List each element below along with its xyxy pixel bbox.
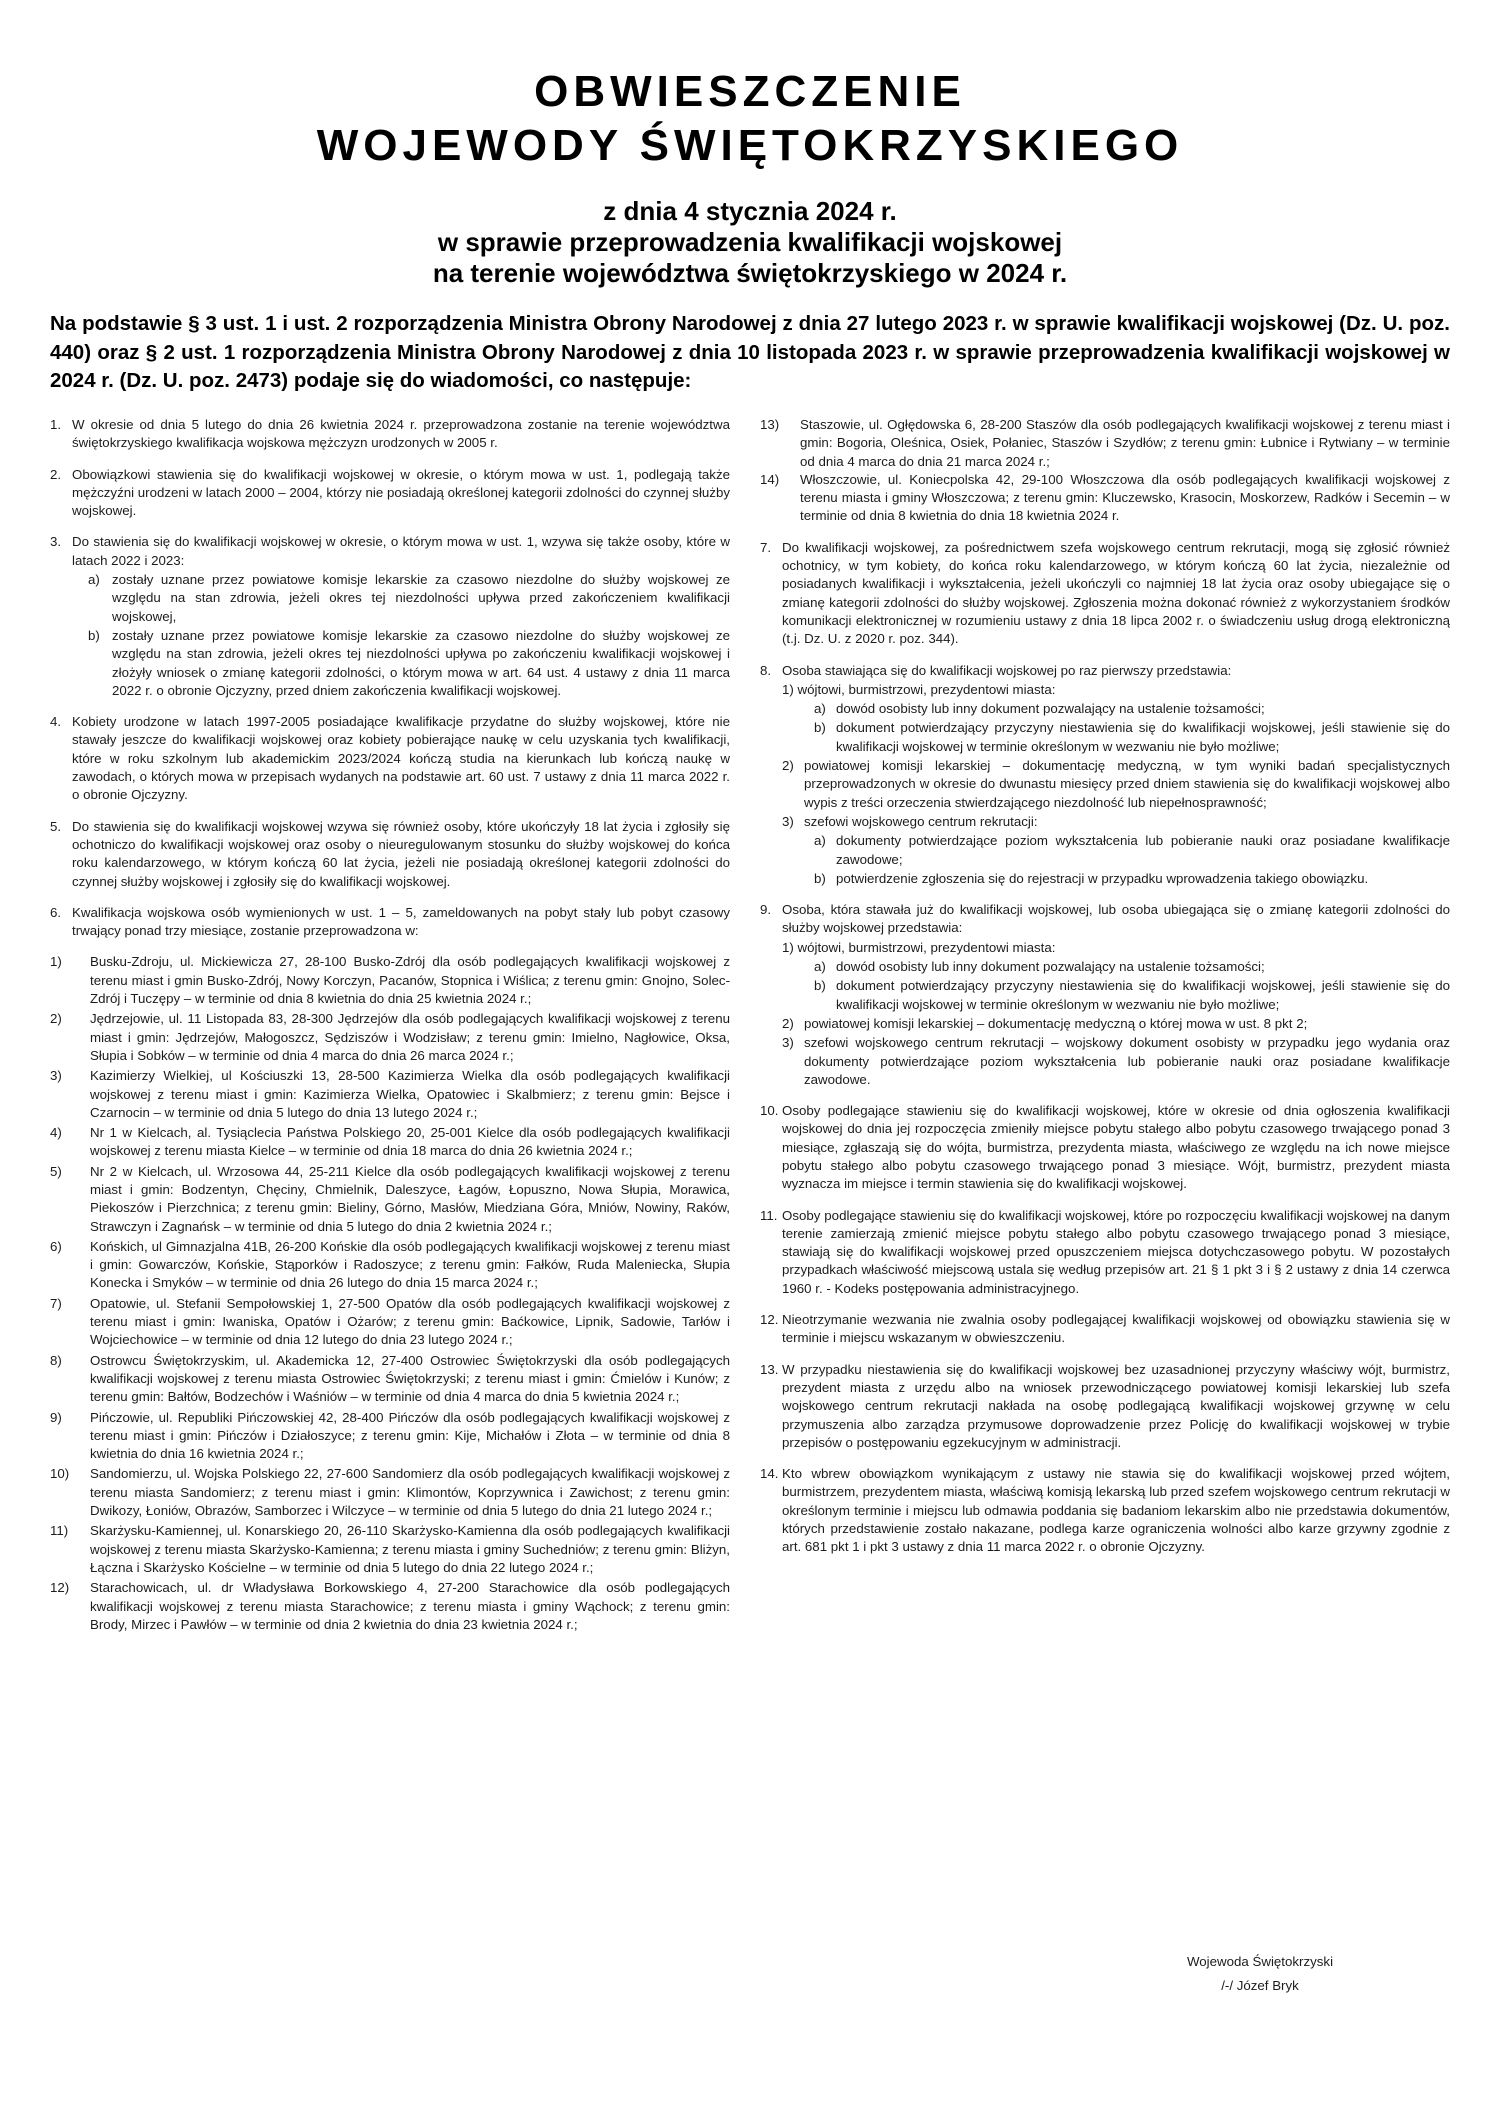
sub-item-text: zostały uznane przez powiatowe komisje lekarskie za czasowo niezdolne do służby wojskowej ze względu na stan zdrowia, jeżeli okres tej niezdolności upływa po zakończeniu kwalifikacji wojskowej i złożyły wniosek o zmianę kategorii zdolności, o którym mowa w art. 64 ust. 4 ustawy z dnia 11 marca 2022 r. o obronie Ojczyzny, przed dniem zakończenia kwalifikacji wojskowej. [112, 627, 730, 698]
location-text: Ostrowcu Świętokrzyskim, ul. Akademicka 12, 27-400 Ostrowiec Świętokrzyski dla osób podlegających kwalifikacji wojskowej z terenu miasta Ostrowiec Świętokrzyski; z terenu miast i gmin: Ćmielów i Kunów; z terenu gmin: Bałtów, Bodzechów i Waśniów – w terminie od dnia 4 marca do dnia 5 kwietnia 2024 r.; [90, 1352, 730, 1405]
location-item [50, 1522, 730, 1577]
point-8-sublist [782, 681, 1450, 888]
signature-block [1140, 1953, 1380, 2001]
date-line: z dnia 4 stycznia 2024 r. [603, 196, 897, 226]
point-number: 6. [50, 904, 62, 920]
point-number: 5. [50, 818, 62, 834]
nested-item-label: a) [814, 833, 826, 849]
nested-item [782, 870, 1450, 888]
point-text: Osoba, która stawała już do kwalifikacji wojskowej, lub osoba ubiegająca się o zmianę kategorii zdolności do służby wojskowej przedstawia: [782, 902, 1450, 936]
location-number: 1) [50, 954, 62, 970]
sub-item-2 [782, 1015, 1450, 1033]
location-item [50, 1163, 730, 1236]
point-text: Kto wbrew obowiązkom wynikającym z ustawy nie stawia się do kwalifikacji wojskowej przed wójtem, burmistrzem, prezydentem miasta, właściwą komisją lekarską lub przed szefem wojskowego centrum rekrutacji w określonym terminie i miejscu lub odmawia poddania się badaniom lekarskim albo nie przedstawia dokumentów, których przedstawienie zostało nakazane, podlega karze ograniczenia wolności albo karze grzywny zgodnie z art. 681 pkt 1 i pkt 3 ustawy z dnia 11 marca 2022 r. o obronie Ojczyzny. [782, 1466, 1450, 1555]
location-text: Pińczowie, ul. Republiki Pińczowskiej 42, 28-400 Pińczów dla osób podlegających kwalifikacji wojskowej z terenu miast i gmin: Pińczów i Działoszyce; z terenu gmin: Kije, Michałów i Złota – w terminie od dnia 8 kwietnia do dnia 16 kwietnia 2024 r.; [90, 1409, 730, 1462]
point-text: Kobiety urodzone w latach 1997-2005 posiadające kwalifikacje przydatne do służby wojskowej, które nie stawały jeszcze do kwalifikacji wojskowej oraz kobiety pobierające naukę w celu uzyskania tych kwalifikacji, które w roku szkolnym lub akademickim 2023/2024 kończą studia na kierunkach lub kończą naukę w zawodach, o których mowa w przepisach wydanych na podstawie art. 60 ust. 7 ustawy z dnia 11 marca 2022 r. o obronie Ojczyzny. [72, 714, 730, 803]
legal-basis-intro: Na podstawie § 3 ust. 1 i ust. 2 rozporządzenia Ministra Obrony Narodowej z dnia 27 lutego 2023 r. w sprawie kwalifikacji wojskowej (Dz. U. poz. 440) oraz § 2 ust. 1 rozporządzenia Ministra Obrony Narodowej z dnia 10 listopada 2023 r. w sprawie przeprowadzenia kwalifikacji wojskowej w 2024 r. (Dz. U. poz. 2473) podaje się do wiadomości, co następuje: [50, 312, 1450, 392]
location-number: 4) [50, 1125, 62, 1141]
point-number: 4. [50, 714, 62, 730]
location-number: 6) [50, 1238, 62, 1254]
location-item [50, 1579, 730, 1634]
sub-item-label: 2) [782, 1015, 794, 1031]
left-column [50, 416, 730, 1636]
location-item [50, 1295, 730, 1350]
point-number: 3. [50, 534, 62, 550]
nested-item [782, 832, 1450, 869]
sub-item-text: zostały uznane przez powiatowe komisje lekarskie za czasowo niezdolne do służby wojskowej ze względu na stan zdrowia, jeżeli okres tej niezdolności upływa przed zakończeniem kwalifikacji wojskowej, [112, 572, 730, 624]
sub-item-3 [782, 1034, 1450, 1089]
point-3-sublist [72, 571, 730, 700]
location-text: Staszowie, ul. Ogłędowska 6, 28-200 Staszów dla osób podlegających kwalifikacji wojskowej z terenu miast i gmin: Bogoria, Oleśnica, Osiek, Połaniec, Staszów i Szydłów; z terenu gmin: Łubnice i Rytwiany – w terminie od dnia 4 marca do dnia 21 marca 2024 r.; [800, 417, 1450, 469]
point-number: 12. [760, 1312, 779, 1328]
nested-list [782, 958, 1450, 1014]
sub-item-text: powiatowej komisji lekarskiej – dokumentację medyczną, w tym wyniki badań specjalistycznych przeprowadzonych w okresie do dwunastu miesięcy przed dniem stawienia się do kwalifikacji wojskowej albo wypis z treści orzeczenia stwierdzającego niezdolność lub niepełnosprawność; [804, 758, 1450, 810]
location-text: Opatowie, ul. Stefanii Sempołowskiej 1, 27-500 Opatów dla osób podlegających kwalifikacji wojskowej z terenu miast i gmin: Iwaniska, Opatów i Ożarów; z terenu gmin: Baćkowice, Lipnik, Sadowie, Tarłów i Wojciechowice – w terminie od dnia 12 lutego do dnia 23 lutego 2024 r.; [90, 1295, 730, 1348]
point-7 [760, 539, 1450, 649]
nested-item-label: b) [814, 870, 826, 886]
nested-item-label: a) [814, 959, 826, 975]
location-number: 11) [50, 1523, 69, 1539]
location-item [50, 1352, 730, 1407]
point-14 [760, 1465, 1450, 1556]
sub-item-label: 2) [782, 758, 794, 774]
point-text: W okresie od dnia 5 lutego do dnia 26 kwietnia 2024 r. przeprowadzona zostanie na terenie województwa świętokrzyskiego kwalifikacja wojskowa mężczyzn urodzonych w 2005 r. [72, 417, 730, 451]
location-number: 2) [50, 1011, 62, 1027]
point-text: Kwalifikacja wojskowa osób wymienionych w ust. 1 – 5, zameldowanych na pobyt stały lub pobyt czasowy trwający ponad trzy miesiące, zostanie przeprowadzona w: [72, 904, 730, 939]
sub-item-label: 3) [782, 1035, 794, 1051]
point-9 [760, 901, 1450, 1089]
location-number: 13) [760, 417, 780, 432]
sub-item-2 [782, 757, 1450, 812]
nested-item-text: potwierdzenie zgłoszenia się do rejestracji w przypadku wprowadzenia takiego obowiązku. [836, 870, 1369, 886]
point-text: Osoba stawiająca się do kwalifikacji wojskowej po raz pierwszy przedstawia: [782, 662, 1232, 678]
point-number: 2. [50, 466, 62, 482]
point-number: 7. [760, 539, 772, 555]
nested-item-label: b) [814, 720, 826, 736]
location-text: Końskich, ul Gimnazjalna 41B, 26-200 Końskie dla osób podlegających kwalifikacji wojskowej z terenu miast i gmin: Gowarczów, Końskie, Stąporków i Radoszyce; z terenu gmin: Fałków, Ruda Maleniecka, Słupia Konecka i Smyków – w terminie od dnia 26 lutego do dnia 15 marca 2024 r.; [90, 1238, 730, 1291]
nested-item [782, 719, 1450, 756]
location-number: 5) [50, 1163, 62, 1179]
point-13 [760, 1361, 1450, 1452]
subject-line1: w sprawie przeprowadzenia kwalifikacji wojskowej [437, 227, 1063, 257]
location-text: Sandomierzu, ul. Wojska Polskiego 22, 27-600 Sandomierz dla osób podlegających kwalifikacji wojskowej z terenu miasta Sandomierz; z terenu miast i gmin: Klimontów, Koprzywnica i Zawichost; z terenu gmin: Dwikozy, Łoniów, Obrazów, Samborzec i Wilczyce – w terminie od dnia 5 lutego do dnia 21 lutego 2024 r.; [90, 1466, 730, 1519]
location-item [760, 471, 1450, 526]
sub-item [72, 571, 730, 626]
location-item [50, 1238, 730, 1293]
location-item [50, 1067, 730, 1122]
sub-item-text: szefowi wojskowego centrum rekrutacji – wojskowy dokument osobisty w przypadku jego wydania oraz dokumenty potwierdzające poziom wykształcenia lub pobieranie nauki oraz posiadane kwalifikacje zawodowe. [804, 1035, 1450, 1087]
location-text: Włoszczowie, ul. Koniecpolska 42, 29-100 Włoszczowa dla osób podlegających kwalifikacji wojskowej z terenu miasta i gminy Włoszczowa; z terenu gmin: Kluczewsko, Krasocin, Moskorzew, Radków i Secemin – w terminie od dnia 8 kwietnia do dnia 18 kwietnia 2024 r. [800, 471, 1450, 524]
location-number: 14) [760, 471, 780, 487]
location-text: Starachowicach, ul. dr Władysława Borkowskiego 4, 27-200 Starachowice dla osób podlegających kwalifikacji wojskowej z terenu miasta Starachowice; z terenu miasta i gminy Wąchock; z terenu gmin: Brody, Mirzec i Pawłów – w terminie od dnia 2 kwietnia do dnia 23 kwietnia 2024 r.; [90, 1580, 730, 1632]
locations-list [50, 953, 730, 1634]
point-text: Do kwalifikacji wojskowej, za pośrednictwem szefa wojskowego centrum rekrutacji, mogą się zgłosić również ochotnicy, w tym kobiety, do końca roku kalendarzowego, w którym kończą 60 lat życia, niezależnie od posiadanych kwalifikacji i wykształcenia, jeżeli ukończyli co najmniej 18 lat życia oraz osoby ubiegające się o zmianę kategorii zdolności do służby wojskowej. Zgłoszenia można dokonać również z wykorzystaniem środków komunikacji elektronicznej w rozumieniu ustawy z dnia 18 lipca 2002 r. o świadczeniu usług drogą elektroniczną (t.j. Dz. U. z 2020 r. poz. 344). [782, 539, 1450, 647]
nested-list [782, 832, 1450, 888]
nested-item-text: dowód osobisty lub inny dokument pozwalający na ustalenie tożsamości; [836, 701, 1265, 717]
point-6 [50, 904, 730, 941]
document-subtitle [0, 196, 1500, 289]
point-8 [760, 662, 1450, 889]
point-number: 9. [760, 902, 772, 918]
location-text: Kazimierzy Wielkiej, ul Kościuszki 13, 28-500 Kazimierza Wielka dla osób podlegających kwalifikacji wojskowej z terenu miast i gmin: Kazimierza Wielka, Opatowiec i Skalbmierz; z terenu gmin: Bejsce i Czarnocin – w terminie od dnia 5 lutego do dnia 13 lutego 2024 r.; [90, 1068, 730, 1120]
point-2 [50, 466, 730, 521]
location-item [50, 1124, 730, 1161]
point-text: Obowiązkowi stawienia się do kwalifikacji wojskowej w okresie, o którym mowa w ust. 1, podlegają także mężczyźni urodzeni w latach 2000 – 2004, którzy nie posiadają określonej kategorii zdolności do czynnej służby wojskowej. [72, 466, 730, 519]
point-number: 14. [760, 1466, 779, 1482]
nested-item-text: dokumenty potwierdzające poziom wykształcenia lub pobieranie nauki oraz posiadane kwalifikacje zawodowe; [836, 833, 1450, 867]
sub-item [72, 627, 730, 700]
nested-item-text: dokument potwierdzający przyczyny niestawienia się do kwalifikacji wojskowej, jeśli stawienie się do kwalifikacji wojskowej w terminie określonym w wezwaniu nie było możliwe; [836, 720, 1450, 754]
point-number: 13. [760, 1361, 779, 1377]
location-item [760, 416, 1450, 471]
point-number: 1. [50, 417, 62, 432]
point-number: 10. [760, 1103, 779, 1119]
document-title-line1: OBWIESZCZENIE [534, 67, 966, 116]
point-text: W przypadku niestawienia się do kwalifikacji wojskowej bez uzasadnionej przyczyny właściwy wójt, burmistrz, prezydent miasta z urzędu albo na wniosek przewodniczącego powiatowej komisji lekarskiej lub szefa wojskowego centrum rekrutacji nakłada na osobę podlegającą kwalifikacji wojskowej grzywnę w celu przymuszenia albo zarządza przymusowe doprowadzenie przez Policję do kwalifikacji wojskowej w trybie przepisów o postępowaniu egzekucyjnym w administracji. [782, 1361, 1450, 1450]
location-item [50, 1409, 730, 1464]
location-text: Skarżysku-Kamiennej, ul. Konarskiego 20, 26-110 Skarżysko-Kamienna dla osób podlegających kwalifikacji wojskowej z terenu miasta Skarżysko-Kamienna; z terenu miasta i gminy Suchedniów; z terenu gmin: Bliżyn, Łączna i Skarżysko Kościelne – w terminie od dnia 5 lutego do dnia 22 lutego 2024 r.; [90, 1523, 730, 1575]
nested-item-label: b) [814, 978, 826, 994]
location-number: 8) [50, 1352, 62, 1368]
point-3 [50, 533, 730, 700]
right-column [760, 416, 1450, 1570]
nested-item-text: dokument potwierdzający przyczyny niestawienia się do kwalifikacji wojskowej, jeśli stawienie się do kwalifikacji wojskowej w terminie określonym w wezwaniu nie było możliwe; [836, 978, 1450, 1012]
point-11 [760, 1207, 1450, 1298]
location-text: Jędrzejowie, ul. 11 Listopada 83, 28-300 Jędrzejów dla osób podlegających kwalifikacji wojskowej z terenu miast i gmin: Jędrzejów, Małogoszcz, Sędziszów i Wodzisław; z terenu gmin: Imielno, Nagłowice, Oksa, Słupia i Sobków – w terminie od dnia 4 marca do dnia 26 marca 2024 r.; [90, 1011, 730, 1063]
location-number: 3) [50, 1068, 62, 1084]
point-text: Osoby podlegające stawieniu się do kwalifikacji wojskowej, które w okresie od dnia ogłoszenia kwalifikacji wojskowej do dnia jej rozpoczęcia zmieniły miejsce pobytu stałego albo pobytu czasowego trwającego ponad 3 miesiące, zgłaszają się do wójta, burmistrza, prezydenta miasta, właściwego ze względu na ich nowe miejsce pobytu stałego albo pobytu czasowego trwającego ponad 3 miesiące. Wójt, burmistrz, prezydent miasta wyznacza im miejsce i termin stawienia się do kwalifikacji wojskowej. [782, 1103, 1450, 1192]
sub-item-1: 1) wójtowi, burmistrzowi, prezydentowi miasta: [782, 939, 1056, 955]
nested-item [782, 958, 1450, 976]
subject-line2: na terenie województwa świętokrzyskiego w 2024 r. [432, 258, 1068, 288]
sub-item-text: powiatowej komisji lekarskiej – dokumentację medyczną o której mowa w ust. 8 pkt 2; [804, 1015, 1308, 1031]
location-text: Nr 1 w Kielcach, al. Tysiąclecia Państwa Polskiego 20, 25-001 Kielce dla osób podlegających kwalifikacji wojskowej z terenu miasta Kielce – w terminie od dnia 18 marca do dnia 26 kwietnia 2024 r.; [90, 1125, 730, 1159]
sub-item-label: 3) [782, 813, 794, 829]
point-10 [760, 1102, 1450, 1193]
point-text: Nieotrzymanie wezwania nie zwalnia osoby podlegającej kwalifikacji wojskowej od obowiązku stawienia się w terminie i miejscu wskazanym w obwieszczeniu. [782, 1312, 1450, 1346]
point-12 [760, 1311, 1450, 1348]
location-text: Nr 2 w Kielcach, ul. Wrzosowa 44, 25-211 Kielce dla osób podlegających kwalifikacji wojskowej z terenu miast i gmin: Bodzentyn, Chęciny, Chmielnik, Daleszyce, Łagów, Łopuszno, Nowa Słupia, Morawica, Piekoszów i Pierzchnica; z terenu gmin: Bieliny, Górno, Masłów, Miedziana Góra, Mniów, Nowiny, Raków, Strawczyn i Zagnańsk – w terminie od dnia 5 lutego do dnia 2 kwietnia 2024 r.; [90, 1163, 730, 1234]
point-9-sublist [782, 939, 1450, 1089]
sub-item-text: szefowi wojskowego centrum rekrutacji: [804, 813, 1038, 829]
nested-item [782, 700, 1450, 718]
signature-office: Wojewoda Świętokrzyski [1186, 1954, 1334, 1969]
sub-item-label: a) [88, 572, 100, 588]
nested-item-text: dowód osobisty lub inny dokument pozwalający na ustalenie tożsamości; [836, 959, 1265, 975]
location-number: 7) [50, 1295, 62, 1311]
nested-list [782, 700, 1450, 756]
sub-item-label: b) [88, 627, 100, 643]
nested-item [782, 977, 1450, 1014]
sub-item-3 [782, 813, 1450, 831]
location-item [50, 1465, 730, 1520]
point-5 [50, 818, 730, 891]
point-1 [50, 416, 730, 453]
location-item [50, 953, 730, 1008]
point-4 [50, 713, 730, 804]
nested-item-label: a) [814, 701, 826, 717]
point-number: 8. [760, 662, 772, 678]
point-number: 11. [760, 1207, 778, 1223]
point-text: Do stawienia się do kwalifikacji wojskowej wzywa się również osoby, które ukończyły 18 lat życia i zgłosiły się ochotniczo do kwalifikacji wojskowej oraz osoby o nieuregulowanym stosunku do służby wojskowej do końca roku kalendarzowego, w którym kończą 60 lat życia, jeżeli nie posiadają określonej kategorii zdolności do czynnej służby wojskowej i zgłosiły się do kwalifikacji wojskowej. [72, 818, 730, 889]
locations-list-continued [760, 416, 1450, 526]
location-item [50, 1010, 730, 1065]
document-title-line2: WOJEWODY ŚWIĘTOKRZYSKIEGO [316, 121, 1184, 170]
location-text: Busku-Zdroju, ul. Mickiewicza 27, 28-100 Busko-Zdrój dla osób podlegających kwalifikacji wojskowej z terenu miast i gmin Busko-Zdrój, Nowy Korczyn, Pacanów, Stopnica i Wiślica; z terenu gmin: Gnojno, Solec-Zdrój i Tuczępy – w terminie od dnia 8 kwietnia do dnia 25 kwietnia 2024 r.; [90, 954, 730, 1007]
location-number: 9) [50, 1409, 62, 1425]
signature-name: /-/ Józef Bryk [1221, 1978, 1299, 1993]
point-text: Osoby podlegające stawieniu się do kwalifikacji wojskowej, które po rozpoczęciu kwalifikacji wojskowej na danym terenie zamierzają zmienić miejsce pobytu stałego albo pobytu czasowego trwającego ponad 3 miesiące, stawiają się do kwalifikacji wojskowej przed opuszczeniem miejsca dotychczasowego pobytu. W pozostałych przypadkach właściwość miejscową ustala się według przepisów art. 21 § 1 pkt 3 i § 2 ustawy z dnia 14 czerwca 1960 r. - Kodeks postępowania administracyjnego. [782, 1207, 1450, 1296]
point-text: Do stawienia się do kwalifikacji wojskowej w okresie, o którym mowa w ust. 1, wzywa się także osoby, które w latach 2022 i 2023: [72, 534, 730, 568]
location-number: 10) [50, 1466, 70, 1482]
location-number: 12) [50, 1580, 70, 1596]
sub-item-1: 1) wójtowi, burmistrzowi, prezydentowi miasta: [782, 681, 1056, 697]
